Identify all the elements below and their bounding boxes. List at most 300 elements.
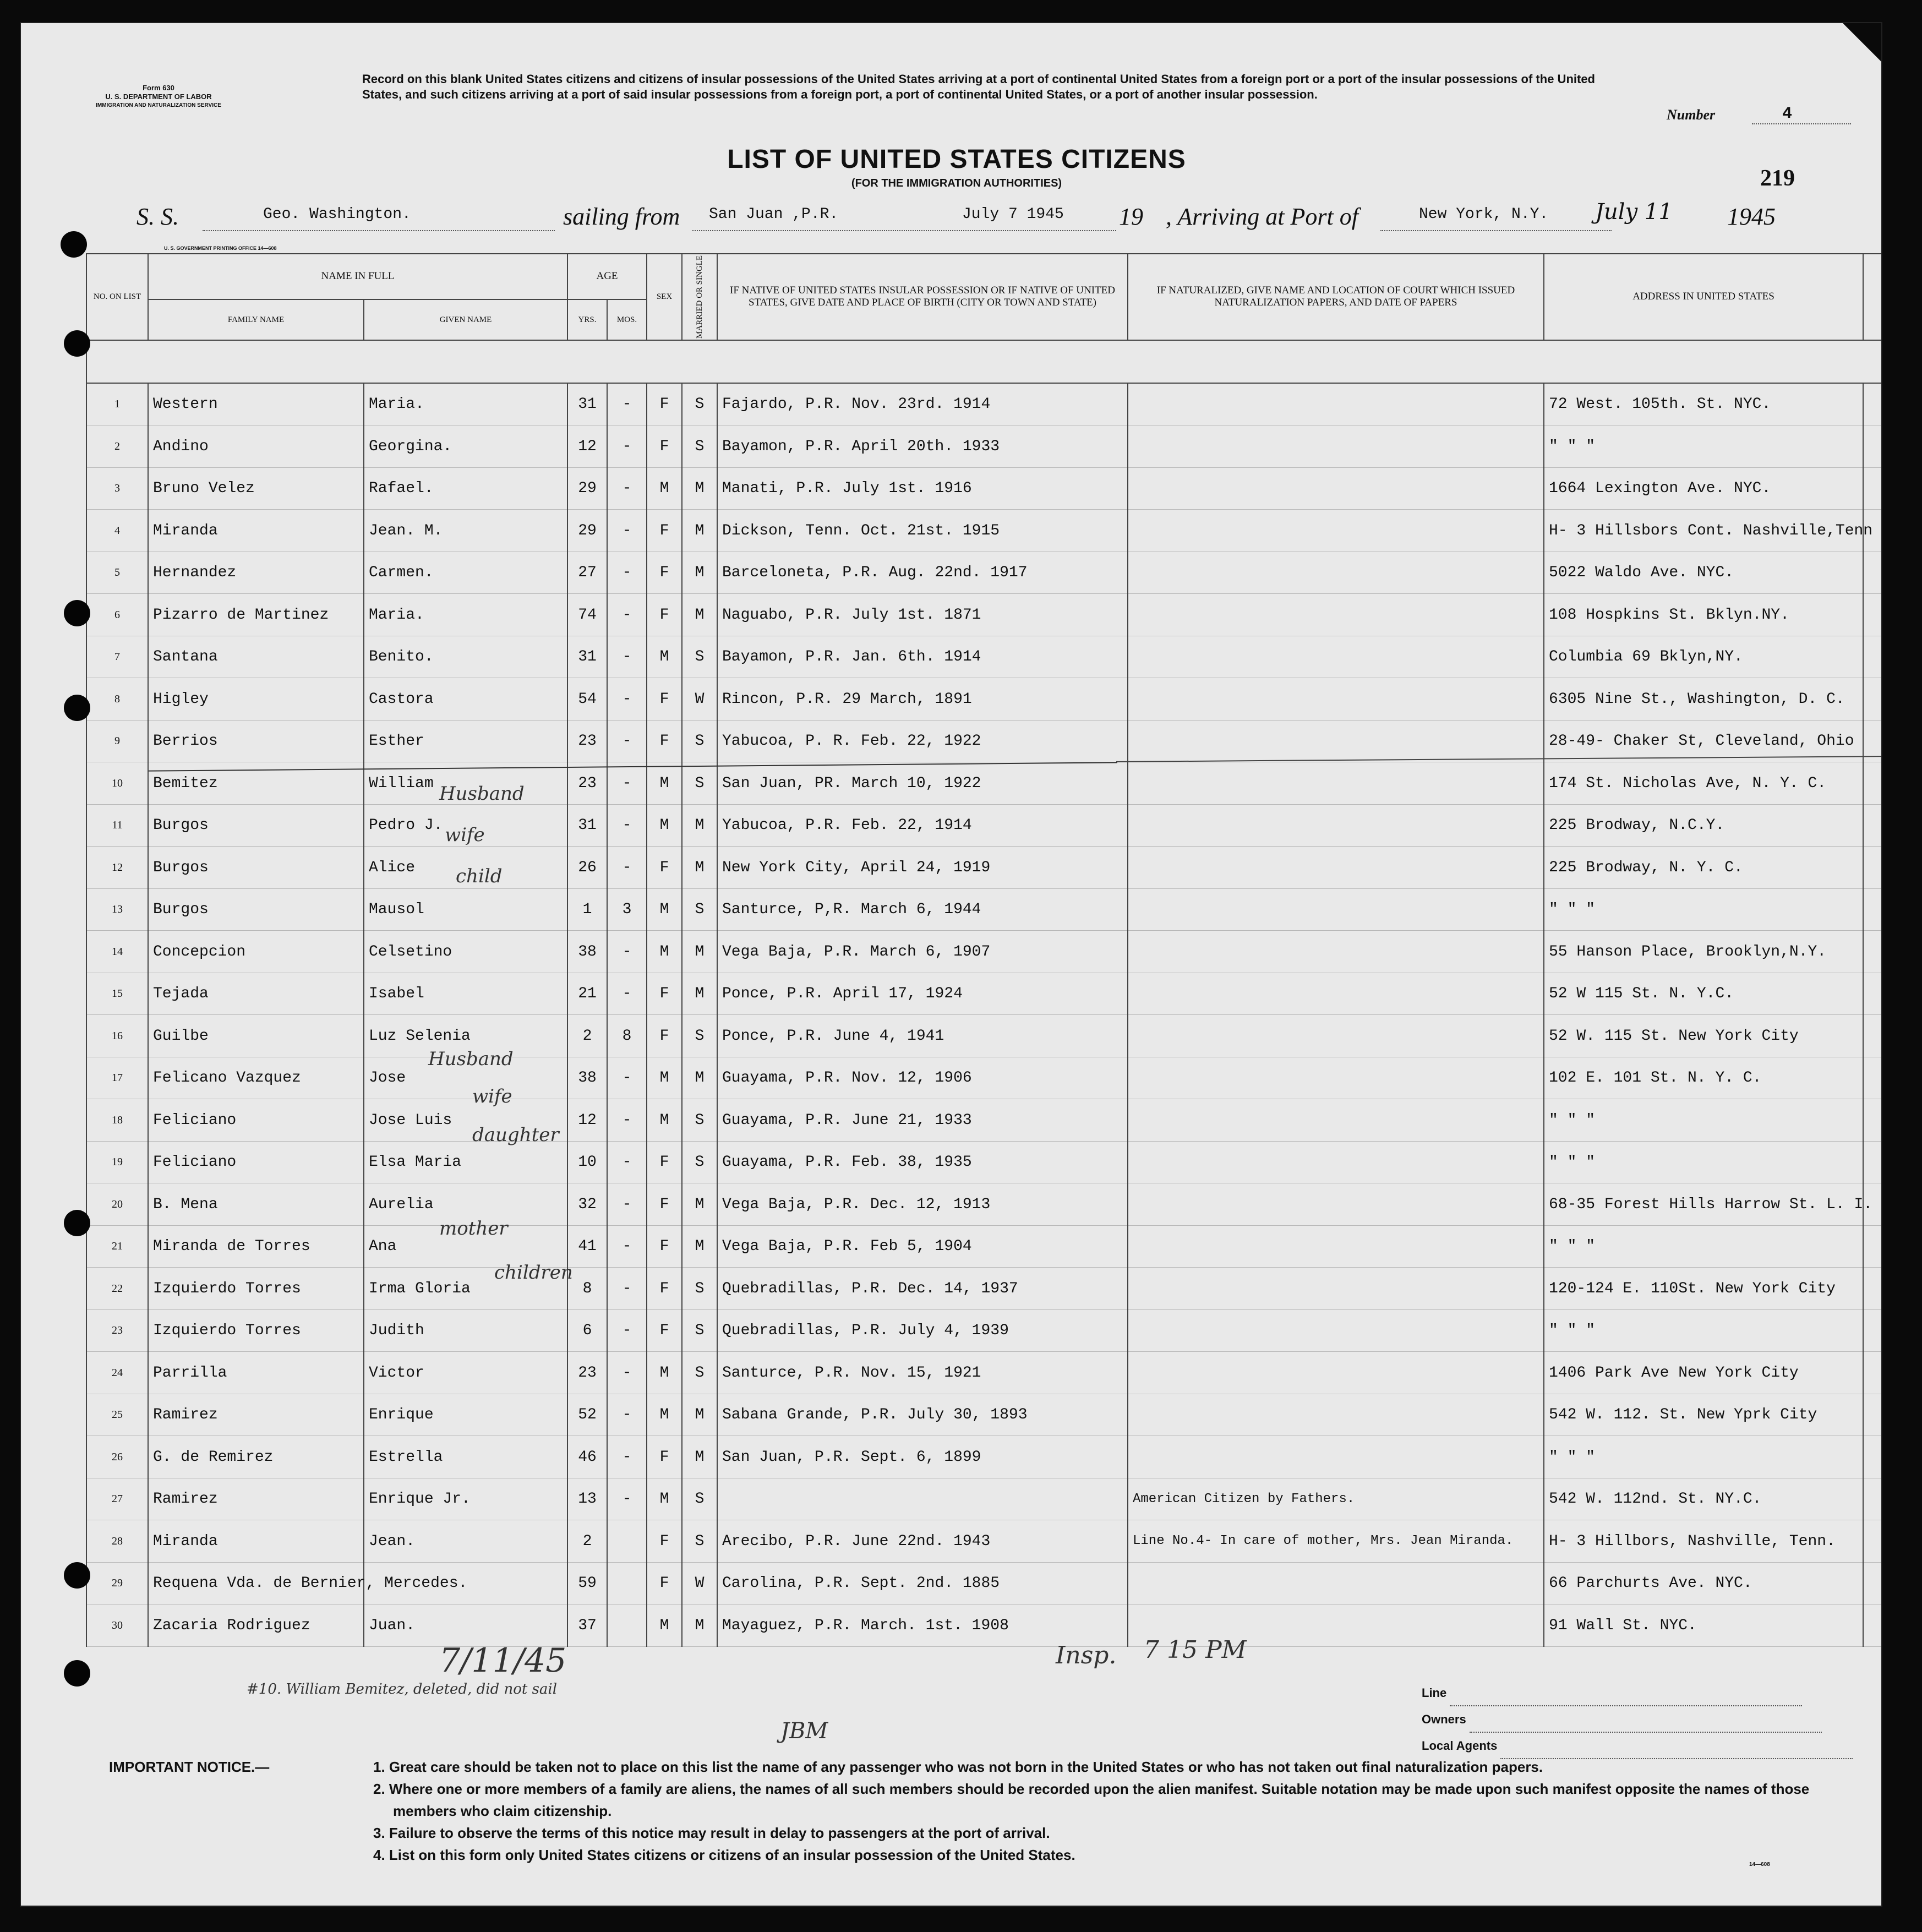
birthplace: Ponce, P.R. April 17, 1924	[717, 973, 1128, 1015]
naturalization: American Citizen by Fathers.	[1128, 1478, 1544, 1520]
given-name: Mausol	[364, 888, 567, 931]
printer-mark: U. S. GOVERNMENT PRINTING OFFICE 14—608	[164, 245, 277, 251]
family-name: Pizarro de Martinez	[148, 594, 364, 636]
family-name: B. Mena	[148, 1183, 364, 1226]
table-row	[86, 1141, 1881, 1183]
given-name: Aurelia	[364, 1183, 567, 1226]
us-address: " " "	[1544, 1141, 1863, 1183]
family-name: Western	[148, 383, 364, 425]
sex: F	[647, 1268, 682, 1310]
row-number: 5	[86, 552, 148, 594]
age-months: -	[607, 552, 647, 594]
naturalization	[1128, 383, 1544, 425]
header-yrs: YRS.	[567, 299, 607, 340]
row-number: 23	[86, 1309, 148, 1352]
local-agents-signature: Local Agents	[1422, 1733, 1853, 1759]
table-row	[86, 1225, 1881, 1268]
sheet-number: 219	[1760, 166, 1795, 191]
birthplace: Manati, P.R. July 1st. 1916	[717, 467, 1128, 510]
family-name: Feliciano	[148, 1141, 364, 1183]
birthplace: Bayamon, P.R. April 20th. 1933	[717, 425, 1128, 468]
given-name: Enrique Jr.	[364, 1478, 567, 1520]
row-number: 22	[86, 1268, 148, 1310]
marital-status: S	[682, 1268, 717, 1310]
birthplace: San Juan, PR. March 10, 1922	[717, 762, 1128, 805]
naturalization	[1128, 1015, 1544, 1057]
marital-status: S	[682, 762, 717, 805]
us-address: 120-124 E. 110St. New York City	[1544, 1268, 1863, 1310]
row-number: 14	[86, 931, 148, 973]
family-name: Burgos	[148, 847, 364, 889]
initials: JBM	[780, 1718, 828, 1744]
birthplace: Quebradillas, P.R. July 4, 1939	[717, 1309, 1128, 1352]
family-name: Berrios	[148, 720, 364, 762]
binder-hole	[64, 330, 90, 357]
age-months: -	[607, 1057, 647, 1099]
given-name: Maria.	[364, 594, 567, 636]
age-months: -	[607, 383, 647, 425]
us-address: 5022 Waldo Ave. NYC.	[1544, 552, 1863, 594]
from-dots	[692, 230, 962, 231]
naturalization	[1128, 425, 1544, 468]
marital-status: M	[682, 847, 717, 889]
birthplace: New York City, April 24, 1919	[717, 847, 1128, 889]
row-number: 26	[86, 1436, 148, 1478]
inspector-mark: Insp.	[1056, 1641, 1117, 1669]
header-given-name: GIVEN NAME	[364, 299, 567, 340]
age-months: -	[607, 1478, 647, 1520]
notice-item-4: 4. List on this form only United States citizens or citizens of an insular possession of the United States.	[373, 1847, 1075, 1863]
sex: F	[647, 678, 682, 721]
sex: F	[647, 552, 682, 594]
us-address: Columbia 69 Bklyn,NY.	[1544, 636, 1863, 678]
family-name: Feliciano	[148, 1099, 364, 1142]
us-address: 52 W 115 St. N. Y.C.	[1544, 973, 1863, 1015]
given-name: Judith	[364, 1309, 567, 1352]
marital-status: S	[682, 1352, 717, 1394]
us-address: " " "	[1544, 425, 1863, 468]
table-row	[86, 510, 1881, 552]
given-name: Jean.	[364, 1520, 567, 1563]
birthplace: Santurce, P.R. Nov. 15, 1921	[717, 1352, 1128, 1394]
binder-hole	[64, 600, 90, 626]
naturalization	[1128, 931, 1544, 973]
marital-status: M	[682, 1394, 717, 1436]
sex: F	[647, 1183, 682, 1226]
birthplace: Vega Baja, P.R. Feb 5, 1904	[717, 1225, 1128, 1268]
note-wife-18: wife	[472, 1085, 512, 1107]
age-years: 12	[567, 425, 607, 468]
naturalization	[1128, 1352, 1544, 1394]
row-number: 19	[86, 1141, 148, 1183]
age-months: -	[607, 1183, 647, 1226]
given-name: Georgina.	[364, 425, 567, 468]
age-years: 59	[567, 1562, 607, 1604]
row-number: 30	[86, 1604, 148, 1647]
sex: F	[647, 847, 682, 889]
table-row	[86, 1057, 1881, 1099]
page-title: LIST OF UNITED STATES CITIZENS	[727, 145, 1186, 174]
age-years: 23	[567, 762, 607, 805]
age-years: 31	[567, 636, 607, 678]
note-mother-21: mother	[439, 1218, 508, 1240]
birthplace: Arecibo, P.R. June 22nd. 1943	[717, 1520, 1128, 1563]
row-number: 10	[86, 762, 148, 805]
naturalization	[1128, 1268, 1544, 1310]
naturalization	[1128, 636, 1544, 678]
table-row	[86, 720, 1881, 762]
us-address: 28-49- Chaker St, Cleveland, Ohio	[1544, 720, 1863, 762]
table-row	[86, 678, 1881, 721]
given-name: Irma Gloria	[364, 1268, 567, 1310]
deletion-note: #10. William Bemitez, deleted, did not sail	[247, 1681, 558, 1698]
date-dots	[957, 230, 1116, 231]
sex: M	[647, 804, 682, 847]
sex: F	[647, 1436, 682, 1478]
naturalization	[1128, 1309, 1544, 1352]
family-name: Tejada	[148, 973, 364, 1015]
row-number: 11	[86, 804, 148, 847]
us-address: " " "	[1544, 1309, 1863, 1352]
given-name: Benito.	[364, 636, 567, 678]
age-months: 3	[607, 888, 647, 931]
us-address: 225 Brodway, N.C.Y.	[1544, 804, 1863, 847]
marital-status: M	[682, 552, 717, 594]
owners-signature: Owners	[1422, 1706, 1853, 1733]
row-number: 17	[86, 1057, 148, 1099]
arrival-time: 7 15 PM	[1144, 1636, 1247, 1664]
marital-status: M	[682, 467, 717, 510]
notice-heading: IMPORTANT NOTICE.—	[109, 1759, 270, 1775]
notice-item-3: 3. Failure to observe the terms of this notice may result in delay to passengers at the port of arrival.	[373, 1825, 1050, 1841]
table-row	[86, 594, 1881, 636]
sex: M	[647, 1057, 682, 1099]
marital-status: S	[682, 1309, 717, 1352]
us-address: 1406 Park Ave New York City	[1544, 1352, 1863, 1394]
age-months	[607, 1604, 647, 1647]
birthplace: Bayamon, P.R. Jan. 6th. 1914	[717, 636, 1128, 678]
table-row	[86, 1015, 1881, 1057]
arriving-label: , Arriving at Port of	[1166, 203, 1358, 230]
family-name: Miranda	[148, 1520, 364, 1563]
age-years: 74	[567, 594, 607, 636]
given-name: Celsetino	[364, 931, 567, 973]
header-sex: SEX	[647, 254, 682, 340]
table-row	[86, 1478, 1881, 1520]
given-name: Pedro J.	[364, 804, 567, 847]
sailing-date: July 7 1945	[962, 206, 1064, 223]
age-years: 46	[567, 1436, 607, 1478]
table-row	[86, 552, 1881, 594]
arrival-port: New York, N.Y.	[1419, 206, 1549, 223]
marital-status: S	[682, 720, 717, 762]
given-name: William	[364, 762, 567, 805]
age-months: -	[607, 973, 647, 1015]
given-name: Victor	[364, 1352, 567, 1394]
age-years: 12	[567, 1099, 607, 1142]
given-name: Jose Luis	[364, 1099, 567, 1142]
marital-status: M	[682, 1057, 717, 1099]
us-address: 1664 Lexington Ave. NYC.	[1544, 467, 1863, 510]
age-months: -	[607, 1436, 647, 1478]
birthplace: Guayama, P.R. Feb. 38, 1935	[717, 1141, 1128, 1183]
naturalization	[1128, 594, 1544, 636]
marital-status: S	[682, 1015, 717, 1057]
marital-status: S	[682, 636, 717, 678]
marital-status: M	[682, 1604, 717, 1647]
age-months: -	[607, 720, 647, 762]
naturalization	[1128, 847, 1544, 889]
age-months: -	[607, 467, 647, 510]
year-prefix: 19	[1119, 203, 1143, 230]
sex: M	[647, 1394, 682, 1436]
table-row	[86, 636, 1881, 678]
family-name: Higley	[148, 678, 364, 721]
table-row	[86, 847, 1881, 889]
table-row	[86, 1562, 1881, 1604]
birthplace: Vega Baja, P.R. March 6, 1907	[717, 931, 1128, 973]
age-months	[607, 1562, 647, 1604]
note-husband-11: Husband	[439, 783, 525, 805]
header-married: MARRIED OR SINGLE	[695, 255, 704, 339]
age-months: -	[607, 425, 647, 468]
age-months: -	[607, 1099, 647, 1142]
age-months: -	[607, 804, 647, 847]
binder-hole	[64, 1562, 90, 1589]
arrival-port-dots	[1380, 230, 1612, 231]
given-name: Alice	[364, 847, 567, 889]
given-name: Ana	[364, 1225, 567, 1268]
marital-status: W	[682, 1562, 717, 1604]
sex: M	[647, 467, 682, 510]
naturalization	[1128, 1099, 1544, 1142]
age-months	[607, 1520, 647, 1563]
age-years: 41	[567, 1225, 607, 1268]
age-months: -	[607, 636, 647, 678]
family-name: Burgos	[148, 804, 364, 847]
birthplace: Yabucoa, P. R. Feb. 22, 1922	[717, 720, 1128, 762]
row-number: 13	[86, 888, 148, 931]
table-row	[86, 1436, 1881, 1478]
us-address: 55 Hanson Place, Brooklyn,N.Y.	[1544, 931, 1863, 973]
birthplace: Ponce, P.R. June 4, 1941	[717, 1015, 1128, 1057]
sex: M	[647, 1099, 682, 1142]
naturalization	[1128, 720, 1544, 762]
service-name: IMMIGRATION AND NATURALIZATION SERVICE	[96, 102, 221, 108]
naturalization: Line No.4- In care of mother, Mrs. Jean Miranda.	[1128, 1520, 1544, 1563]
sex: M	[647, 931, 682, 973]
given-name: Enrique	[364, 1394, 567, 1436]
row-number: 7	[86, 636, 148, 678]
sex: M	[647, 1352, 682, 1394]
row-number: 16	[86, 1015, 148, 1057]
sex: F	[647, 1015, 682, 1057]
us-address: " " "	[1544, 1099, 1863, 1142]
naturalization	[1128, 888, 1544, 931]
ship-dots	[203, 230, 555, 231]
given-name: Estrella	[364, 1436, 567, 1478]
age-years: 54	[567, 678, 607, 721]
family-name: Ramirez	[148, 1478, 364, 1520]
family-name: Concepcion	[148, 931, 364, 973]
age-months: -	[607, 1141, 647, 1183]
naturalization	[1128, 1394, 1544, 1436]
table-row	[86, 1309, 1881, 1352]
age-years: 21	[567, 973, 607, 1015]
marital-status: M	[682, 1183, 717, 1226]
marital-status: S	[682, 1478, 717, 1520]
birthplace: Vega Baja, P.R. Dec. 12, 1913	[717, 1183, 1128, 1226]
age-years: 26	[567, 847, 607, 889]
given-name: Rafael.	[364, 467, 567, 510]
age-years: 8	[567, 1268, 607, 1310]
sex: M	[647, 762, 682, 805]
marital-status: M	[682, 1225, 717, 1268]
table-row	[86, 1394, 1881, 1436]
us-address: 102 E. 101 St. N. Y. C.	[1544, 1057, 1863, 1099]
family-name: Bruno Velez	[148, 467, 364, 510]
header-address: ADDRESS IN UNITED STATES	[1544, 254, 1863, 340]
marital-status: M	[682, 1436, 717, 1478]
age-years: 6	[567, 1309, 607, 1352]
us-address: " " "	[1544, 888, 1863, 931]
row-number: 12	[86, 847, 148, 889]
us-address: 72 West. 105th. St. NYC.	[1544, 383, 1863, 425]
us-address: H- 3 Hillsbors Cont. Nashville,Tenn	[1544, 510, 1863, 552]
header-no: NO. ON LIST	[86, 254, 148, 340]
marital-status: W	[682, 678, 717, 721]
age-months: -	[607, 1268, 647, 1310]
age-years: 31	[567, 383, 607, 425]
table-row	[86, 804, 1881, 847]
note-children-22: children	[494, 1262, 573, 1284]
sex: F	[647, 1562, 682, 1604]
binder-hole	[61, 231, 87, 258]
table-row	[86, 1268, 1881, 1310]
family-name: Miranda de Torres	[148, 1225, 364, 1268]
us-address: 174 St. Nicholas Ave, N. Y. C.	[1544, 762, 1863, 805]
given-name: Jose	[364, 1057, 567, 1099]
us-address: 542 W. 112. St. New Yprk City	[1544, 1394, 1863, 1436]
date-stamp: 7/11/45	[439, 1641, 567, 1680]
marital-status: S	[682, 888, 717, 931]
birthplace: Dickson, Tenn. Oct. 21st. 1915	[717, 510, 1128, 552]
birthplace: Yabucoa, P.R. Feb. 22, 1914	[717, 804, 1128, 847]
form-identifier	[59, 84, 258, 110]
row-number: 8	[86, 678, 148, 721]
birthplace: Mayaguez, P.R. March. 1st. 1908	[717, 1604, 1128, 1647]
age-years: 29	[567, 467, 607, 510]
table-row	[86, 467, 1881, 510]
header-naturalized: IF NATURALIZED, GIVE NAME AND LOCATION OF COURT WHICH ISSUED NATURALIZATION PAPERS, AND DATE OF PAPERS	[1128, 254, 1544, 340]
birthplace: San Juan, P.R. Sept. 6, 1899	[717, 1436, 1128, 1478]
row-number: 15	[86, 973, 148, 1015]
table-row	[86, 1352, 1881, 1394]
family-name: Bemitez	[148, 762, 364, 805]
us-address: 108 Hospkins St. Bklyn.NY.	[1544, 594, 1863, 636]
age-months: -	[607, 762, 647, 805]
line-signature: Line	[1422, 1680, 1853, 1706]
sex: M	[647, 888, 682, 931]
arrival-year: 1945	[1727, 203, 1776, 230]
note-husband-17: Husband	[428, 1048, 514, 1070]
family-name: Requena Vda. de Bernier, Mercedes.	[148, 1562, 364, 1604]
sailing-label: sailing from	[563, 203, 680, 230]
us-address: 225 Brodway, N. Y. C.	[1544, 847, 1863, 889]
ship-name: Geo. Washington.	[263, 206, 411, 223]
ss-label: S. S.	[136, 203, 179, 230]
given-name: Juan.	[364, 1604, 567, 1647]
us-address: 68-35 Forest Hills Harrow St. L. I.	[1544, 1183, 1863, 1226]
header-family-name: FAMILY NAME	[148, 299, 364, 340]
notice-item-2: 2. Where one or more members of a family are aliens, the names of all such members should be recorded upon the alien manifest. Suitable notation may be made upon such manifest opposite the names of those members who claim citizenship.	[373, 1781, 1810, 1819]
us-address: 6305 Nine St., Washington, D. C.	[1544, 678, 1863, 721]
binder-hole	[64, 1210, 90, 1236]
binder-hole	[64, 695, 90, 721]
table-row	[86, 888, 1881, 931]
marital-status: S	[682, 425, 717, 468]
naturalization	[1128, 1562, 1544, 1604]
passenger-table	[86, 253, 1881, 1647]
sex: F	[647, 510, 682, 552]
us-address: 66 Parchurts Ave. NYC.	[1544, 1562, 1863, 1604]
age-months: 8	[607, 1015, 647, 1057]
sex: M	[647, 636, 682, 678]
given-name: Isabel	[364, 973, 567, 1015]
table-row	[86, 931, 1881, 973]
form-number: Form 630	[143, 84, 174, 92]
manifest-sheet	[21, 23, 1881, 1906]
header-birth: IF NATIVE OF UNITED STATES INSULAR POSSESSION OR IF NATIVE OF UNITED STATES, GIVE DATE AND PLACE OF BIRTH (CITY OR TOWN AND STATE)	[717, 254, 1128, 340]
us-address: H- 3 Hillbors, Nashville, Tenn.	[1544, 1520, 1863, 1563]
page-subtitle: (FOR THE IMMIGRATION AUTHORITIES)	[851, 177, 1062, 189]
sex: F	[647, 1225, 682, 1268]
row-number: 18	[86, 1099, 148, 1142]
row-number: 27	[86, 1478, 148, 1520]
row-number: 20	[86, 1183, 148, 1226]
age-years: 38	[567, 1057, 607, 1099]
age-years: 31	[567, 804, 607, 847]
instructions-paragraph: Record on this blank United States citizens and citizens of insular possessions of the United States arriving at a port of continental United States from a foreign port or a port of the insular possessions of the United States, and such citizens arriving at a port of said insular possessions from a foreign port, a port of continental United States, or a port of another insular possession.	[362, 72, 1595, 101]
us-address: 91 Wall St. NYC.	[1544, 1604, 1863, 1647]
age-years: 27	[567, 552, 607, 594]
family-name: Santana	[148, 636, 364, 678]
passenger-rows	[86, 383, 1881, 1647]
note-wife-12: wife	[445, 824, 485, 846]
family-name: Miranda	[148, 510, 364, 552]
table-row	[86, 1099, 1881, 1142]
age-months: -	[607, 1352, 647, 1394]
us-address: 52 W. 115 St. New York City	[1544, 1015, 1863, 1057]
row-number: 21	[86, 1225, 148, 1268]
row-number: 9	[86, 720, 148, 762]
table-row	[86, 425, 1881, 468]
us-address: 542 W. 112nd. St. NY.C.	[1544, 1478, 1863, 1520]
naturalization	[1128, 804, 1544, 847]
row-number: 6	[86, 594, 148, 636]
naturalization	[1128, 1183, 1544, 1226]
marital-status: S	[682, 1099, 717, 1142]
row-number: 25	[86, 1394, 148, 1436]
sex: F	[647, 594, 682, 636]
note-child-13: child	[456, 865, 503, 887]
header-age: AGE	[567, 254, 647, 299]
age-years: 52	[567, 1394, 607, 1436]
birthplace: Naguabo, P.R. July 1st. 1871	[717, 594, 1128, 636]
row-number: 24	[86, 1352, 148, 1394]
table-row	[86, 1520, 1881, 1563]
birthplace: Rincon, P.R. 29 March, 1891	[717, 678, 1128, 721]
